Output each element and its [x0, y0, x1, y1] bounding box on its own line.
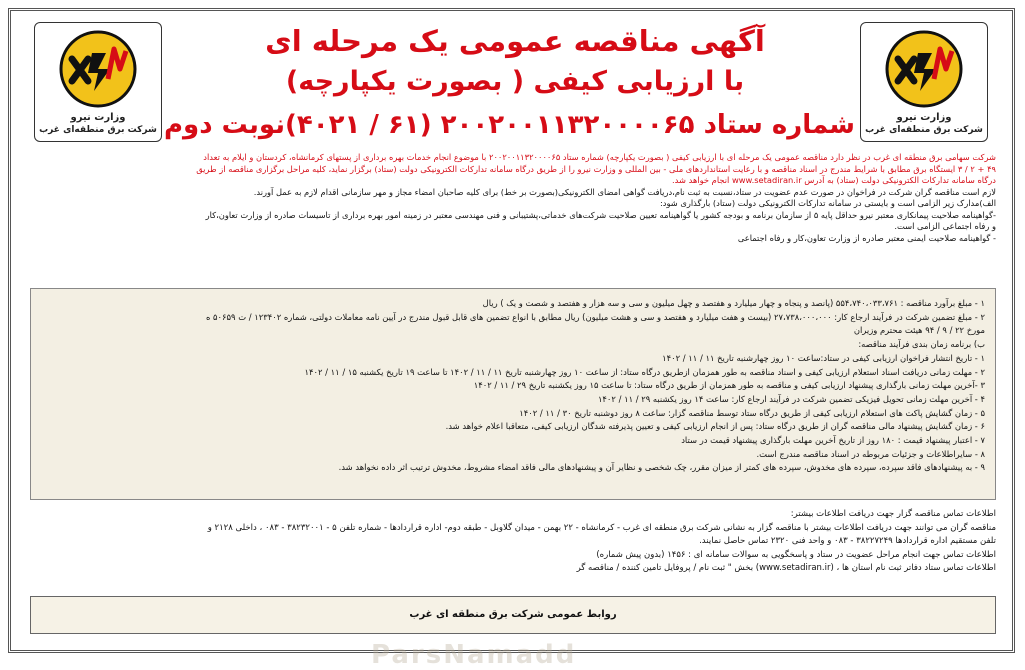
ministry-logo-left — [34, 22, 162, 142]
notice-subtitle: با ارزیابی کیفی ( بصورت یکپارچه) — [285, 66, 745, 97]
public-relations-footer: روابط عمومی شرکت برق منطقه ای غرب — [30, 596, 996, 634]
condition-line: ۵ - زمان گشایش پاکت های استعلام ارزیابی کیفی از طریق درگاه ستاد توسط مناقصه گزار: ساعت ۸ روز دوشنبه تاریخ ۳۰ / ۱۱ / ۱۴۰۲ — [519, 407, 985, 418]
contact-line: اطلاعات تماس مناقصه گزار جهت دریافت اطلاعات بیشتر: — [790, 509, 996, 519]
logo-company-text: شرکت برق منطقه‌ای غرب — [865, 125, 983, 135]
intro-line: ۴۹ + ۲ / ۳ ایستگاه برق مطابق با شرایط مندرج در اسناد مناقصه و با رعایت استانداردهای ملی - بین المللی و وزارت نیرو را از طریق درگاه سامانه تدارکات الکترونیکی دولت (ستاد) برگزار نماید، کلیه مراحل برگزاری مناقصه از طریق — [196, 163, 996, 174]
notice-title: آگهی مناقصه عمومی یک مرحله ای — [265, 24, 765, 58]
intro-line: - گواهینامه صلاحیت ایمنی معتبر صادره از وزارت تعاون،کار و رفاه اجتماعی — [737, 232, 996, 243]
notice-number: شماره ستاد ۲۰۰۲۰۰۱۱۳۲۰۰۰۰۶۵ (۶۱ / ۴۰۲۱)نوبت دوم — [164, 110, 855, 140]
power-logo-icon — [884, 29, 964, 109]
intro-line: -گواهینامه صلاحیت پیمانکاری معتبر نیرو حداقل پایه ۵ از سازمان برنامه و بودجه کشور یا گواهینامه تعیین صلاحیت شرکت‌های خدماتی،پشتیبانی و فنی مهندسی معتبر در زمینه امور بهره برداری از تاسیسات صادره از وزارت تعاون،کار — [205, 209, 996, 220]
condition-line: ۶ - زمان گشایش پیشنهاد مالی مناقصه گران از طریق درگاه ستاد: پس از انجام ارزیابی کیفی و تعیین پذیرفته شدگان ارزیابی کیفی، متعاقبا اعلام خواهد شد. — [445, 421, 985, 432]
intro-line: لازم است مناقصه گران شرکت در فراخوان در صورت عدم عضویت در ستاد،نسبت به ثبت نام،دریافت گواهی امضای الکترونیکی(بصورت بر خط) برای کلیه صاحبان امضاء مجاز و مهر سازمانی اقدام لازم به عمل آورند. — [253, 186, 996, 197]
condition-line: ۳ -آخرین مهلت زمانی بارگذاری پیشنهاد ارزیابی کیفی و مناقصه به طور همزمان از طریق درگاه ستاد: تا ساعت ۱۵ روز یکشنبه تاریخ ۲۹ / ۱۱ / ۱۴۰۲ — [473, 380, 985, 391]
condition-line: ۷ - اعتبار پیشنهاد قیمت : ۱۸۰ روز از تاریخ آخرین مهلت بارگذاری پیشنهاد قیمت در ستاد — [681, 435, 985, 446]
condition-line: ۲ - مهلت زمانی دریافت اسناد استعلام ارزیابی کیفی و اسناد مناقصه به طور همزمان ازطریق درگاه ستاد: از ساعت ۱۰ روز چهارشنبه تاریخ ۱۱ / ۱۱ / ۱۴۰۲ تا ساعت ۱۹ تاریخ یکشنبه ۱۵ / ۱۱ / ۱۴۰۲ — [304, 366, 985, 377]
intro-line: الف)مدارک زیر الزامی است و بایستی در سامانه تدارکات الکترونیکی دولت (ستاد) بارگذاری شود: — [659, 198, 996, 208]
condition-line: ۴ - آخرین مهلت زمانی تحویل فیزیکی تضمین شرکت در فرآیند ارجاع کار: ساعت ۱۴ روز یکشنبه ۲۹ / ۱۱ / ۱۴۰۲ — [597, 393, 985, 404]
intro-line: و رفاه اجتماعی الزامی است. — [894, 221, 996, 231]
ministry-logo-right — [860, 22, 988, 142]
condition-line: ۸ - سایراطلاعات و جزئیات مربوطه در اسناد مناقصه مندرج است. — [756, 448, 985, 459]
condition-line: ۲ - مبلغ تضمین شرکت در فرآیند ارجاع کار: ۲۷،۷۳۸،۰۰۰،۰۰۰ (بیست و هفت میلیارد و هفتصد و سی و هشت میلیون) ریال مطابق با انواع تضمین های قابل قبول مندرج در آیین نامه معاملات دولتی، شماره ۱۲۳۴۰۲ / ت ۵۰۶۵۹ ه — [205, 311, 985, 322]
condition-line: ۹ - به پیشنهادهای فاقد سپرده، سپرده های مخدوش، سپرده های کمتر از میزان مقرر، چک شخصی و نظایر آن و پیشنهادهای مالی فاقد امضاء مشروط، مخدوش ترتیب اثر داده نخواهد شد. — [338, 462, 985, 473]
contact-line: اطلاعات تماس ستاد دفاتر ثبت نام استان ها ، (www.setadiran.ir) بخش " ثبت نام / پروفایل تامین کننده / مناقصه گر — [576, 563, 996, 573]
logo-company-text: شرکت برق منطقه‌ای غرب — [39, 125, 157, 135]
condition-line: مورخ ۲۲ / ۹ / ۹۴ هیئت محترم وزیران — [853, 325, 985, 336]
power-logo-icon — [58, 29, 138, 109]
condition-line: ۱ - مبلغ برآورد مناقصه : ۵۵۴،۷۴۰،۰۳۳،۷۶۱ (پانصد و پنجاه و چهار میلیارد و هفتصد و چهل میلیون و سی و سه هزار و هفتصد و شصت و یک ) ریال — [482, 298, 985, 308]
intro-section — [30, 152, 996, 244]
intro-line: درگاه سامانه تدارکات الکترونیکی دولت (ستاد) به آدرس www.setadiran.ir انجام خواهد شد. — [672, 175, 996, 185]
contact-line: مناقصه گران می توانند جهت دریافت اطلاعات بیشتر با مناقصه گزار به نشانی شرکت برق منطقه ای غرب - کرمانشاه - ۲۲ بهمن - میدان گلاوبل - طبقه دوم- اداره قراردادها - شماره تلفن ۵ - ۳۸۲۳۲۰۰۱ - ۰۸۳ ، داخلی ۲۱۲۸ و — [207, 522, 996, 533]
condition-line: ۱ - تاریخ انتشار فراخوان ارزیابی کیفی در ستاد:ساعت ۱۰ روز چهارشنبه تاریخ ۱۱ / ۱۱ / ۱۴۰۲ — [662, 352, 985, 363]
condition-line: ب) برنامه زمان بندی فرآیند مناقصه: — [858, 339, 985, 350]
contact-line: تلفن مستقیم اداره قراردادها ۳۸۲۲۷۲۴۹ - ۰۸۳ و واحد فنی ۲۳۲۰ تماس حاصل نمایند. — [699, 536, 996, 546]
logo-ministry-text: وزارت نیرو — [896, 112, 952, 123]
contact-line: اطلاعات تماس جهت انجام مراحل عضویت در ستاد و پاسخگویی به سوالات سامانه ای : ۱۴۵۶ (بدون پیش شماره) — [596, 549, 996, 560]
logo-ministry-text: وزارت نیرو — [70, 112, 126, 123]
contact-section — [30, 508, 996, 576]
watermark: ParsNamadd — [371, 640, 577, 670]
intro-line: شرکت سهامی برق منطقه ای غرب در نظر دارد مناقصه عمومی یک مرحله ای با ارزیابی کیفی ( بصورت یکپارچه) شماره ستاد ۲۰۰۲۰۰۱۱۳۲۰۰۰۰۶۵ با موضوع انجام خدمات بهره برداری از پستهای کرمانشاه، کردستان و ایلام به تعداد — [203, 152, 996, 162]
